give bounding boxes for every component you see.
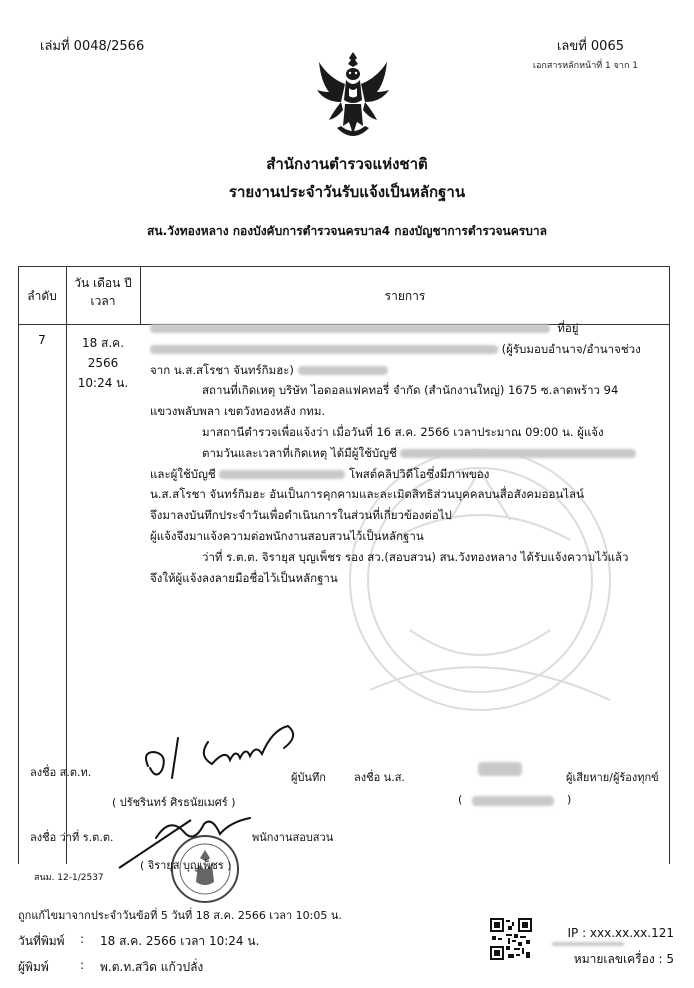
colon: : bbox=[80, 958, 85, 972]
body-line-4: สถานที่เกิดเหตุ บริษัท ไอดอลแฟคทอรี่ จำกัด (สำนักงานใหญ่) 1675 ซ.ลาดพร้าว 94 bbox=[202, 383, 619, 398]
officer-signature bbox=[138, 708, 308, 788]
reporter-sign-label: ลงชื่อ น.ส. bbox=[354, 771, 405, 784]
unit-subtitle: สน.วังทองหลาง กองบังคับการตำรวจนครบาล4 กองบัญชาการตำรวจนครบาล bbox=[147, 224, 547, 238]
redacted-name bbox=[472, 796, 554, 806]
redacted-signature bbox=[478, 762, 522, 776]
print-date-value: 18 ส.ค. 2566 เวลา 10:24 น. bbox=[100, 934, 260, 948]
investigator-sign-label: ลงชื่อ ว่าที่ ร.ต.ต. bbox=[30, 831, 114, 844]
copy-note: ถูกแก้ไขมาจากประจำวันข้อที่ 5 วันที่ 18 ส.ค. 2566 เวลา 10:05 น. bbox=[18, 909, 342, 922]
redacted-text bbox=[150, 345, 498, 354]
body-line-7: ตามวันและเวลาที่เกิดเหตุ ได้มีผู้ใช้บัญชี bbox=[150, 443, 662, 464]
row-date bbox=[66, 333, 140, 393]
diagonal-pen-stroke bbox=[115, 816, 195, 872]
print-date-label: วันที่พิมพ์ bbox=[18, 934, 65, 948]
reporter-role: ผู้เสียหาย/ผู้ร้องทุกข์ bbox=[566, 771, 659, 784]
body-line-3: จาก น.ส.สโรชา จันทร์กิมฮะ) bbox=[150, 360, 662, 381]
row-sequence: 7 bbox=[38, 333, 46, 347]
redacted-text bbox=[219, 470, 345, 479]
reporter-paren-close: ) bbox=[567, 793, 572, 806]
body-line-11: ผู้แจ้งจึงมาแจ้งความต่อพนักงานสอบสวนไว้เป็นหลักฐาน bbox=[150, 528, 424, 543]
redacted-text bbox=[298, 366, 388, 375]
garuda-emblem-icon bbox=[315, 48, 391, 144]
form-code: สนม. 12-1/2537 bbox=[34, 873, 104, 883]
printer-value: พ.ต.ท.สวิด แก้วปลั่ง bbox=[100, 960, 204, 974]
agency-title: สำนักงานตำรวจแห่งชาติ bbox=[266, 155, 428, 173]
investigator-name: ( จิรายุส บุญเพ็ชร ) bbox=[140, 859, 232, 872]
reporter-paren-open: ( bbox=[458, 793, 463, 806]
redacted-text bbox=[150, 324, 550, 333]
body-line-5: แขวงพลับพลา เขตวังทองหลัง กทม. bbox=[150, 404, 326, 419]
body-line-6: มาสถานีตำรวจเพื่อแจ้งว่า เมื่อวันที่ 16 ส.ค. 2566 เวลาประมาณ 09:00 น. ผู้แจ้ง bbox=[202, 424, 604, 439]
report-title: รายงานประจำวันรับแจ้งเป็นหลักฐาน bbox=[228, 183, 466, 201]
printer-label: ผู้พิมพ์ bbox=[18, 960, 49, 974]
body-line-1: ที่อยู่ bbox=[150, 318, 662, 339]
document-number: เลขที่ 0065 bbox=[556, 39, 624, 54]
officer-name: ( ปรัชรินทร์ ศิรธนัยเมศร์ ) bbox=[112, 796, 236, 809]
body-line-8: และผู้ใช้บัญชี โพสต์คลิปวิดีโอซึ่งมีภาพของ bbox=[150, 466, 490, 481]
machine-number: หมายเลขเครื่อง : 5 bbox=[573, 952, 674, 966]
redacted-text bbox=[400, 449, 636, 458]
column-header-date-line1: วัน เดือน ปี bbox=[74, 276, 132, 290]
ip-address: IP : xxx.xx.xx.121 bbox=[567, 926, 674, 940]
colon: : bbox=[80, 932, 85, 946]
redacted-text bbox=[552, 942, 624, 946]
qr-code-icon bbox=[490, 918, 532, 960]
body-line-2: (ผู้รับมอบอำนาจ/อำนาจช่วง bbox=[150, 339, 662, 360]
investigator-role: พนักงานสอบสวน bbox=[252, 831, 334, 844]
report-body bbox=[150, 318, 662, 588]
body-line-12: ว่าที่ ร.ต.ต. จิรายุส บุญเพ็ชร รอง สว.(สอบสวน) สน.วังทองหลาง ได้รับแจ้งความไว้แล้ว bbox=[202, 549, 629, 564]
book-number: เล่มที่ 0048/2566 bbox=[40, 39, 145, 54]
column-header-sequence: ลำดับ bbox=[27, 289, 57, 303]
column-header-items: รายการ bbox=[384, 289, 426, 303]
recorder-role: ผู้บันทึก bbox=[291, 771, 326, 784]
body-line-10: จึงมาลงบันทึกประจำวันเพื่อดำเนินการในส่วนที่เกี่ยวข้องต่อไป bbox=[150, 508, 452, 523]
officer-sign-label: ลงชื่อ ส.ต.ท. bbox=[30, 766, 92, 779]
row-date-value: 18 ส.ค. 2566 bbox=[81, 336, 125, 370]
row-time-value: 10:24 น. bbox=[77, 376, 129, 390]
page-indicator: เอกสารหลักหน้าที่ 1 จาก 1 bbox=[532, 61, 638, 71]
column-header-date bbox=[66, 274, 140, 310]
body-line-9: น.ส.สโรชา จันทร์กิมฮะ อันเป็นการคุกคามและละเมิดสิทธิส่วนบุคคลบนสื่อสังคมออนไลน์ bbox=[150, 487, 584, 502]
body-line-13: จึงให้ผู้แจ้งลงลายมือชื่อไว้เป็นหลักฐาน bbox=[150, 570, 338, 585]
column-header-date-line2: เวลา bbox=[90, 294, 116, 308]
